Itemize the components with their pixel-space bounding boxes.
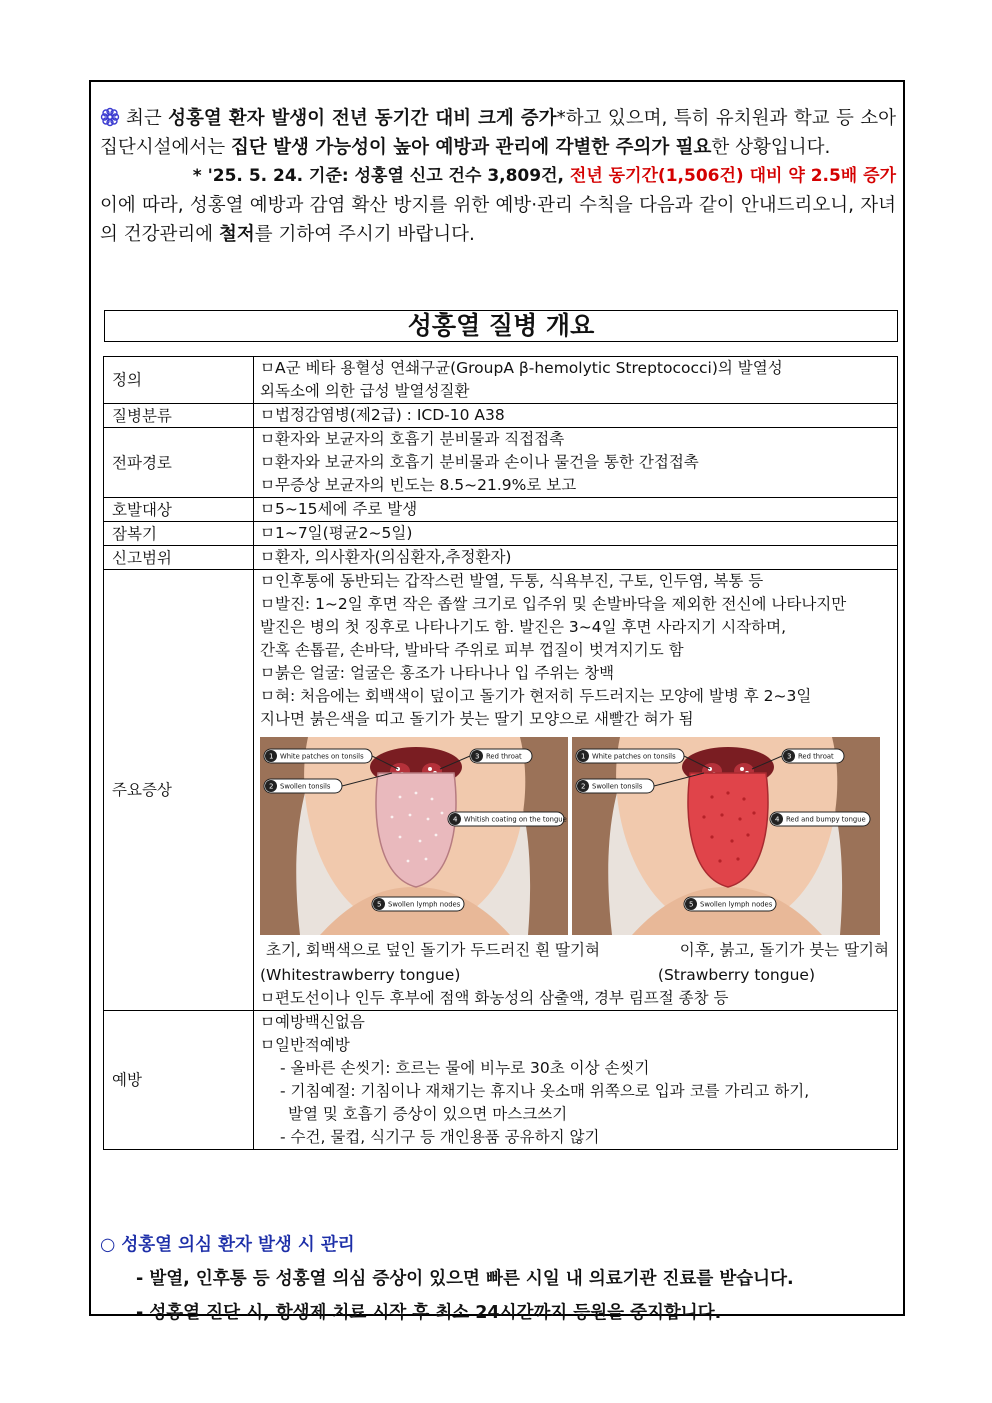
- image-captions-ko: 초기, 회백색으로 덮인 돌기가 두드러진 흰 딸기혀 이후, 붉고, 돌기가 붓는 딸기혀: [266, 941, 889, 959]
- row-report: [104, 546, 898, 570]
- value-report: ㅁ환자, 의사환자(의심환자,추정환자): [254, 546, 898, 570]
- svg-text:4: 4: [453, 815, 458, 824]
- svg-text:3: 3: [787, 752, 792, 761]
- red-strawberry-tongue-illustration: [572, 737, 880, 935]
- label-red-throat-2: Red throat: [798, 752, 834, 761]
- image-captions-en: (Whitestrawberry tongue) (Strawberry tongue): [260, 966, 815, 984]
- label-symptoms: 주요증상: [104, 570, 254, 1011]
- management-section: [100, 1228, 896, 1330]
- disease-overview-table: [103, 356, 898, 1150]
- management-heading: ○ 성홍열 의심 환자 발생 시 관리: [100, 1235, 355, 1255]
- label-report: 신고범위: [104, 546, 254, 570]
- label-swollen-lymph-nodes: Swollen lymph nodes: [388, 900, 461, 909]
- label-transmission: 전파경로: [104, 428, 254, 498]
- value-transmission: ㅁ환자와 보균자의 호흡기 분비물과 직접접촉 ㅁ환자와 보균자의 호흡기 분비물과 손이나 물건을 통한 간접접촉 ㅁ무증상 보균자의 빈도는 8.5~21.9%로 보고: [254, 428, 898, 498]
- value-prevention: ㅁ예방백신없음 ㅁ일반적예방 - 올바른 손씻기: 흐르는 물에 비누로 30초 이상 손씻기 - 기침예절: 기침이나 재채기는 휴지나 옷소매 위쪽으로 입과 코를 가리고 하기, 발열 및 호흡기 증상이 있으면 마스크쓰기 - 수건, 물컵, 식기구 등 개인용품 공유하지 않기: [254, 1011, 898, 1150]
- label-red-throat: Red throat: [486, 752, 522, 761]
- value-symptoms: ㅁ인후통에 동반되는 갑작스런 발열, 두통, 식욕부진, 구토, 인두염, 복통 등 ㅁ발진: 1~2일 후면 작은 좁쌀 크기로 입주위 및 손발바닥을 제외한 전신에 나타나지만 발진은 병의 첫 징후로 나타나기도 함. 발진은 3~4일 후면 사라지기 시작하며, 간혹 손톱끝, 손바닥, 발바닥 주위로 피부 껍질이 벗겨지기도 함 ㅁ붉은 얼굴: 얼굴은 홍조가 나타나나 입 주위는 창백 ㅁ혀: 처음에는 회백색이 덮이고 돌기가 현저히 두드러지는 모양에 발병 후 2~3일 지나면 붉은색을 띠고 돌기가 붓는 딸기 모양으로 새빨간 혀가 됨 1 White patches on tonsils 2 Swollen tonsils 3 Red throat 4 Whitish coating on the tongue 5 Swollen lymph nodes 1 White patches on tonsils 2 Swollen tonsils 3 Red throat 4 Red and bumpy tongue 5 Swollen lymph nodes 초기, 회백색으로 덮인 돌기가 두드러진 흰 딸기혀 이후, 붉고, 돌기가 붓는 딸기혀 (Whitestrawberry tongue) (Strawberry tongue) ㅁ편도선이나 인두 후부에 점액 화농성의 삼출액, 경부 림프절 종창 등: [254, 570, 898, 1011]
- row-incubation: [104, 522, 898, 546]
- white-strawberry-tongue-illustration: [260, 737, 568, 935]
- label-swollen-lymph-nodes-2: Swollen lymph nodes: [700, 900, 773, 909]
- label-swollen-tonsils: Swollen tonsils: [280, 782, 331, 791]
- flower-icon: [100, 107, 120, 127]
- label-target: 호발대상: [104, 498, 254, 522]
- value-classification: ㅁ법정감염병(제2급) : ICD-10 A38: [254, 404, 898, 428]
- row-prevention: [104, 1011, 898, 1150]
- label-prevention: 예방: [104, 1011, 254, 1150]
- row-definition: [104, 357, 898, 404]
- svg-text:5: 5: [377, 900, 382, 909]
- intro-section: [100, 104, 896, 249]
- label-white-patches-2: White patches on tonsils: [592, 752, 676, 761]
- svg-text:1: 1: [269, 752, 274, 761]
- label-incubation: 잠복기: [104, 522, 254, 546]
- row-classification: [104, 404, 898, 428]
- label-swollen-tonsils-2: Swollen tonsils: [592, 782, 643, 791]
- intro-paragraph-2: 이에 따라, 성홍열 예방과 감염 확산 방지를 위한 예방·관리 수칙을 다음과 같이 안내드리오니, 자녀의 건강관리에 철저를 기하여 주시기 바랍니다.: [100, 195, 897, 245]
- label-classification: 질병분류: [104, 404, 254, 428]
- row-transmission: [104, 428, 898, 498]
- management-item-2: - 성홍열 진단 시, 항생제 치료 시작 후 최소 24시간까지 등원을 중지합니다.: [136, 1303, 722, 1323]
- label-white-patches: White patches on tonsils: [280, 752, 364, 761]
- value-target: ㅁ5~15세에 주로 발생: [254, 498, 898, 522]
- row-symptoms: [104, 570, 898, 1011]
- svg-text:3: 3: [475, 752, 480, 761]
- svg-text:2: 2: [581, 782, 586, 791]
- statistics-note: * '25. 5. 24. 기준: 성홍열 신고 건수 3,809건, 전년 동기간(1,506건) 대비 약 2.5배 증가: [192, 166, 896, 186]
- intro-paragraph-1: 최근 성홍열 환자 발생이 전년 동기간 대비 크게 증가*하고 있으며, 특히 유치원과 학교 등 소아 집단시설에서는 집단 발생 가능성이 높아 예방과 관리에 각별한 주의가 필요한 상황입니다.: [100, 108, 896, 158]
- value-incubation: ㅁ1~7일(평균2~5일): [254, 522, 898, 546]
- tongue-illustrations: [260, 737, 893, 935]
- label-red-bumpy-tongue: Red and bumpy tongue: [786, 815, 866, 824]
- svg-text:1: 1: [581, 752, 586, 761]
- row-target: [104, 498, 898, 522]
- svg-text:5: 5: [689, 900, 694, 909]
- svg-text:4: 4: [775, 815, 780, 824]
- value-definition: ㅁA군 베타 용혈성 연쇄구균(GroupA β-hemolytic Streptococci)의 발열성 외독소에 의한 급성 발열성질환: [254, 357, 898, 404]
- section-title: 성홍열 질병 개요: [104, 310, 898, 342]
- label-definition: 정의: [104, 357, 254, 404]
- svg-text:2: 2: [269, 782, 274, 791]
- label-whitish-coating: Whitish coating on the tongue: [464, 815, 567, 824]
- management-item-1: - 발열, 인후통 등 성홍열 의심 증상이 있으면 빠른 시일 내 의료기관 진료를 받습니다.: [136, 1269, 794, 1289]
